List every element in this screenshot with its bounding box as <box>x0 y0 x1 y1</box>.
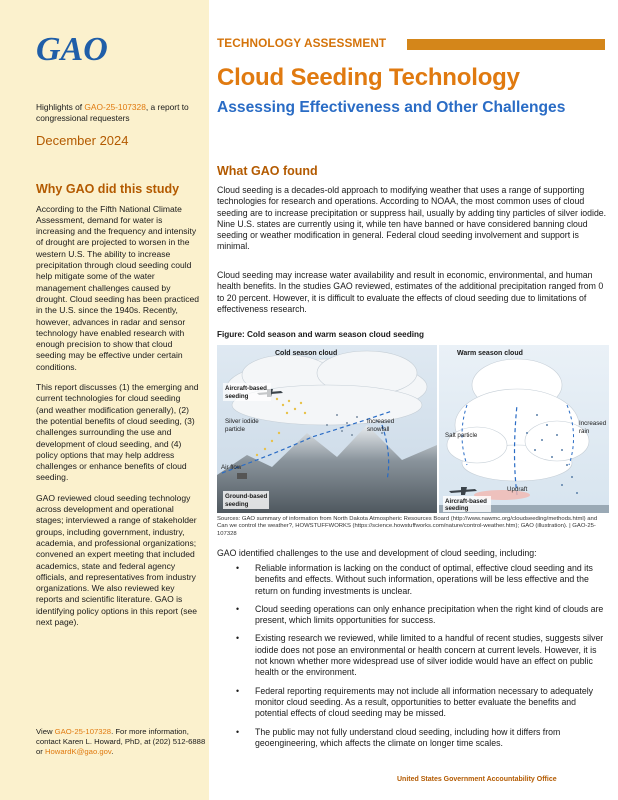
increased-snowfall-label-1: Increased <box>367 418 395 425</box>
increased-rain-label-1: Increased <box>579 420 607 427</box>
kicker-label: TECHNOLOGY ASSESSMENT <box>217 36 387 50</box>
bullet-icon: • <box>236 603 240 614</box>
view-middle: . For more information, contact Karen L. Howard, PhD, at (202) 512-6888 or <box>36 727 206 757</box>
ground-based-label-2: seeding <box>225 501 249 508</box>
bullet-text: Existing research we reviewed, while limited to a handful of recent studies, suggests silver iodide does not pose an environmental or health concern at current levels. However, it is not known whether more widespread use of silver iodide would have an effect on public health or the environment. <box>255 633 604 678</box>
bullet-icon: • <box>236 726 240 737</box>
bullet-text: Reliable information is lacking on the conduct of optimal, effective cloud seeding and its benefits and effects. Without such information, operations will be less effective and the return on funding investments is unclear. <box>255 563 593 596</box>
view-report-link[interactable]: GAO-25-107328 <box>54 727 112 736</box>
list-item <box>217 727 609 750</box>
cold-title: Cold season cloud <box>275 350 338 357</box>
highlights-suffix: , a report to congressional requesters <box>36 102 189 123</box>
why-heading: Why GAO did this study <box>36 181 180 196</box>
why-paragraph-2: This report discusses (1) the emerging and current technologies for cloud seeding (and weather modification generally), (2) the potential benefits of cloud seeding, (3) challenges surrounding the use and development of cloud seeding, and (4) policy options that may help address challenges or enhance benefits of cloud seeding. <box>36 382 199 483</box>
increased-snowfall-label-2: snowfall <box>367 426 390 433</box>
bullet-text: The public may not fully understand cloud seeding, including how it differs from geoengineering, which affects the climate on longer time scales. <box>255 726 561 748</box>
cloud-seeding-figure <box>217 345 609 513</box>
footer-agency: United States Government Accountability Office <box>397 776 557 783</box>
air-flow-label: Air flow <box>221 464 242 471</box>
figure-title: Figure: Cold season and warm season cloud seeding <box>217 330 425 339</box>
contact-info <box>36 727 206 758</box>
aircraft-cold-label-2: seeding <box>225 393 249 400</box>
aircraft-warm-label-2: seeding <box>445 505 469 512</box>
challenges-intro: GAO identified challenges to the use and development of cloud seeding, including: <box>217 548 537 558</box>
highlights-prefix: Highlights of <box>36 102 85 112</box>
list-item <box>217 604 609 627</box>
updraft-label: Updraft <box>507 486 528 493</box>
email-link[interactable]: HowardK@gao.gov <box>44 747 112 757</box>
salt-particle-label: Salt particle <box>445 432 478 439</box>
silver-iodide-label-1: Silver iodide <box>225 418 259 425</box>
highlights-line <box>36 102 199 124</box>
warm-title: Warm season cloud <box>457 350 523 357</box>
found-heading: What GAO found <box>217 164 318 178</box>
sidebar <box>0 0 209 800</box>
bullet-icon: • <box>236 563 240 573</box>
aircraft-cold-label-1: Aircraft-based <box>225 385 267 392</box>
list-item <box>217 563 609 597</box>
view-suffix: . <box>111 747 114 757</box>
found-paragraph-1: Cloud seeding is a decades-old approach to modifying weather that uses a range of supporting technologies for research and operations. According to NOAA, the most common uses of cloud seeding are to increase precipitation or suppress hail, usually by adding tiny particles of silver iodide. Nine U.S. states are currently using it, while ten have banned or have considered banning cloud seeding or weather modification in general. Federal cloud seeding involvement and support is minimal. <box>217 185 607 252</box>
gao-logo <box>36 30 136 66</box>
kicker-bar <box>407 39 605 50</box>
why-paragraph-3: GAO reviewed cloud seeding technology across development and operational stages; interviewed a range of stakeholder groups, including government, industry, academia, and professional organizations; convened an expert meeting that included academics, state and federal agency officials, and representatives from industry organizations. We also reviewed key reports and scientific literature. GAO is identifying policy options in this report (see next page). <box>36 492 198 627</box>
report-number-link[interactable]: GAO-25-107328 <box>84 102 146 112</box>
bullet-icon: • <box>236 685 240 696</box>
view-prefix: View <box>36 727 55 736</box>
bullet-icon: • <box>236 633 240 644</box>
increased-rain-label-2: rain <box>579 428 590 435</box>
page-subtitle: Assessing Effectiveness and Other Challenges <box>217 99 566 116</box>
bullet-text: Cloud seeding operations can only enhance precipitation when the right kind of clouds are present, which limits opportunities for success. <box>255 603 604 626</box>
challenges-list <box>217 563 609 756</box>
found-paragraph-2: Cloud seeding may increase water availability and result in economic, environmental, and human health benefits. In the studies GAO reviewed, estimates of the additional precipitation ranged from 0 to 20 percent. However, it is difficult to evaluate the effects of cloud seeding due to limitations of effectiveness research. <box>217 270 604 314</box>
bullet-text: Federal reporting requirements may not include all information necessary to adequately monitor cloud seeding. As a result, opportunities to better evaluate the benefits and potential effects of cloud seeding may be missed. <box>255 685 594 719</box>
kicker-row <box>217 36 609 52</box>
why-paragraph-1: According to the Fifth National Climate Assessment, demand for water is increasing and the frequency and intensity of drought are projected to worsen in the western U.S. The ability to increase precipitation through cloud seeding could help mitigate some of the water management challenges caused by drought. Cloud seeding has been practiced in the U.S. since the 1940s. Recently, however, advances in radar and sensor technology have enabled research with enough precision to show that cloud seeding may be effective under certain conditions. <box>36 203 199 372</box>
report-date: December 2024 <box>36 132 129 148</box>
gao-logo-text: GAO <box>36 31 108 66</box>
figure-sources: Sources: GAO summary of information from North Dakota Atmospheric Resources Board (http://www.nawmc.org/cloudseeding/methods.html) and Can we control the weather?, HOWSTUFFWORKS (https://science.howstuffworks.com/nature/control-weather.htm); GAO (illustration). | GAO-25-107328 <box>217 516 598 537</box>
list-item <box>217 686 609 720</box>
silver-iodide-label-2: particle <box>225 426 245 433</box>
ground-based-label-1: Ground-based <box>225 493 268 500</box>
list-item <box>217 633 609 678</box>
ground-generator-icon <box>237 473 247 479</box>
page-title: Cloud Seeding Technology <box>217 64 520 91</box>
aircraft-warm-label-1: Aircraft-based <box>445 498 487 505</box>
